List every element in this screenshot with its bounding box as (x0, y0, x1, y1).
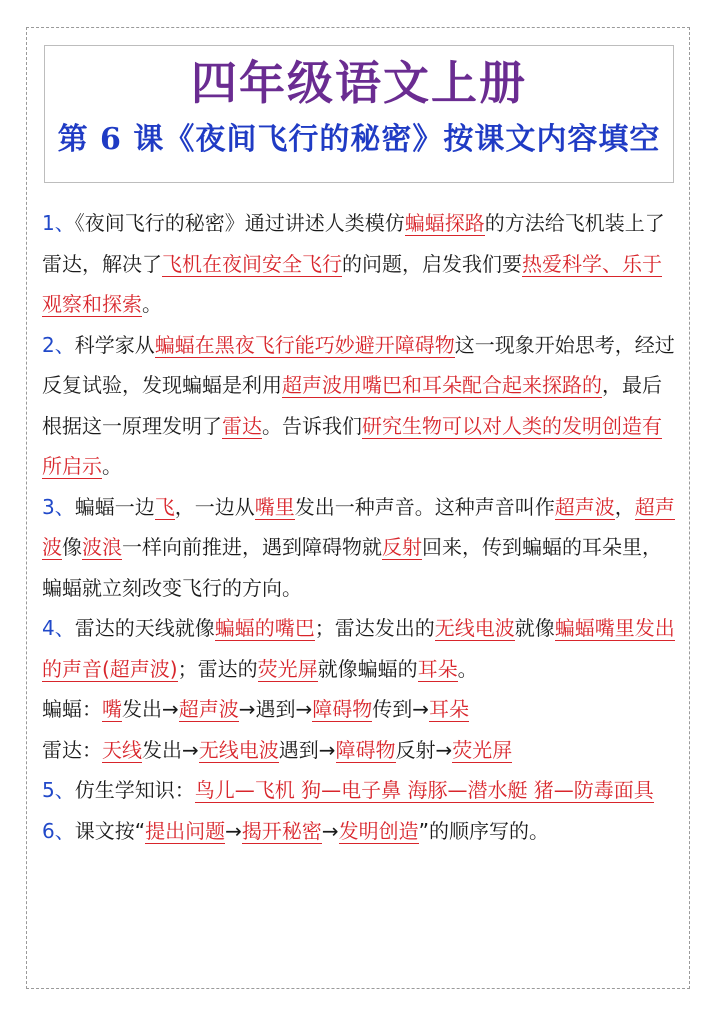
item-number: 3、 (42, 494, 75, 519)
answer-blank: 蝙蝠的嘴巴 (214, 616, 315, 640)
item-text: 回来，传到蝙蝠的耳朵里，蝙蝠就立刻改变飞行的方向。 (42, 535, 662, 600)
item-text: 《夜间飞行的秘密》通过讲述人类模仿 (74, 211, 405, 235)
item-text: ，最后根据这一原理发明了 (42, 373, 662, 438)
exercise-list (42, 203, 678, 851)
item-number: 5、 (42, 778, 75, 802)
answer-blank: 提出问题 (145, 818, 226, 843)
answer-blank: 超声波 (554, 494, 615, 519)
item-text: 传到→ (372, 697, 430, 721)
item-number: 6、 (42, 818, 75, 843)
item-text: 。 (457, 656, 478, 681)
exercise-item (42, 487, 678, 609)
item-text: 的问题，启发我们要 (342, 251, 522, 276)
title-box (44, 45, 674, 183)
item-text: ；雷达的 (177, 656, 258, 681)
item-text: 一样向前推进，遇到障碍物就 (122, 535, 382, 559)
answer-blank: 耳朵 (429, 697, 470, 721)
item-number: 1、 (42, 211, 75, 235)
item-text: 仿生学知识： (74, 778, 195, 802)
exercise-item (42, 203, 678, 325)
item-text: 发出→ (122, 697, 179, 721)
answer-blank: 障碍物 (335, 737, 396, 762)
item-text: 雷达： (42, 737, 102, 762)
item-text: ， (614, 494, 635, 519)
item-text: 的方法给飞机装上了雷达，解决了 (42, 211, 665, 276)
answer-blank: 障碍物 (312, 697, 373, 721)
answer-blank: 耳朵 (417, 656, 458, 681)
item-text: → (225, 818, 242, 843)
item-text: 这一现象开始思考，经过反复试验，发现蝙蝠是利用 (42, 332, 675, 397)
item-text: 科学家从 (74, 332, 155, 357)
answer-blank: 荧光屏 (452, 737, 513, 762)
answer-blank: 荧光屏 (257, 656, 318, 681)
item-text: 。告诉我们 (262, 413, 362, 438)
item-text: 雷达的天线就像 (74, 616, 215, 640)
exercise-item (42, 689, 678, 730)
item-text: 蝙蝠一边 (74, 494, 155, 519)
answer-blank: 无线电波 (434, 616, 515, 640)
item-text: 遇到→ (278, 737, 336, 762)
item-text: →遇到→ (238, 697, 313, 721)
answer-blank: 天线 (102, 737, 142, 762)
item-text: ；雷达发出的 (314, 616, 435, 640)
answer-blank: 发明创造 (338, 818, 419, 843)
answer-blank: 波浪 (82, 535, 122, 559)
exercise-item (42, 770, 678, 811)
answer-blank: 超声波 (42, 494, 675, 559)
answer-blank: 飞机在夜间安全飞行 (162, 251, 342, 276)
answer-blank: 嘴 (102, 697, 122, 721)
answer-blank: 雷达 (222, 413, 262, 438)
item-text: 像 (62, 535, 82, 559)
answer-blank: 无线电波 (198, 737, 279, 762)
item-text: ”的顺序写的。 (418, 818, 550, 843)
item-text: 就像蝙蝠的 (317, 656, 418, 681)
item-text: 蝙蝠： (42, 697, 102, 721)
exercise-item (42, 730, 678, 771)
answer-blank: 热爱科学、乐于观察和探索 (42, 251, 662, 316)
answer-blank: 蝙蝠嘴里发出的声音(超声波) (42, 616, 675, 681)
answer-blank: 蝙蝠探路 (404, 211, 485, 235)
item-text: ，一边从 (174, 494, 255, 519)
item-text: → (321, 818, 339, 843)
answer-blank: 蝙蝠在黑夜飞行能巧妙避开障碍物 (154, 332, 455, 357)
answer-blank: 飞 (154, 494, 175, 519)
answer-blank: 嘴里 (254, 494, 295, 519)
answer-blank: 超声波用嘴巴和耳朵配合起来探路的 (282, 373, 602, 397)
item-text: 发出一种声音。这种声音叫作 (294, 494, 555, 519)
item-number: 2、 (42, 332, 75, 357)
item-text: 。 (102, 454, 122, 478)
lesson-subtitle: 第 6 课《夜间飞行的秘密》按课文内容填空 (57, 122, 661, 157)
item-text: 课文按“ (74, 818, 146, 843)
item-number: 4、 (42, 616, 75, 640)
answer-blank: 超声波 (178, 697, 239, 721)
exercise-item (42, 608, 678, 689)
answer-blank: 研究生物可以对人类的发明创造有所启示 (42, 413, 662, 478)
page-title: 四年级语文上册 (191, 56, 527, 110)
item-text: 就像 (514, 616, 555, 640)
item-text: 反射→ (395, 737, 453, 762)
exercise-item (42, 325, 678, 487)
item-text: 。 (142, 292, 162, 316)
answer-blank: 反射 (382, 535, 422, 559)
exercise-item (42, 811, 678, 852)
answer-blank: 鸟儿—飞机 狗—电子鼻 海豚—潜水艇 猪—防毒面具 (194, 778, 654, 802)
answer-blank: 揭开秘密 (241, 818, 322, 843)
item-text: 发出→ (142, 737, 199, 762)
